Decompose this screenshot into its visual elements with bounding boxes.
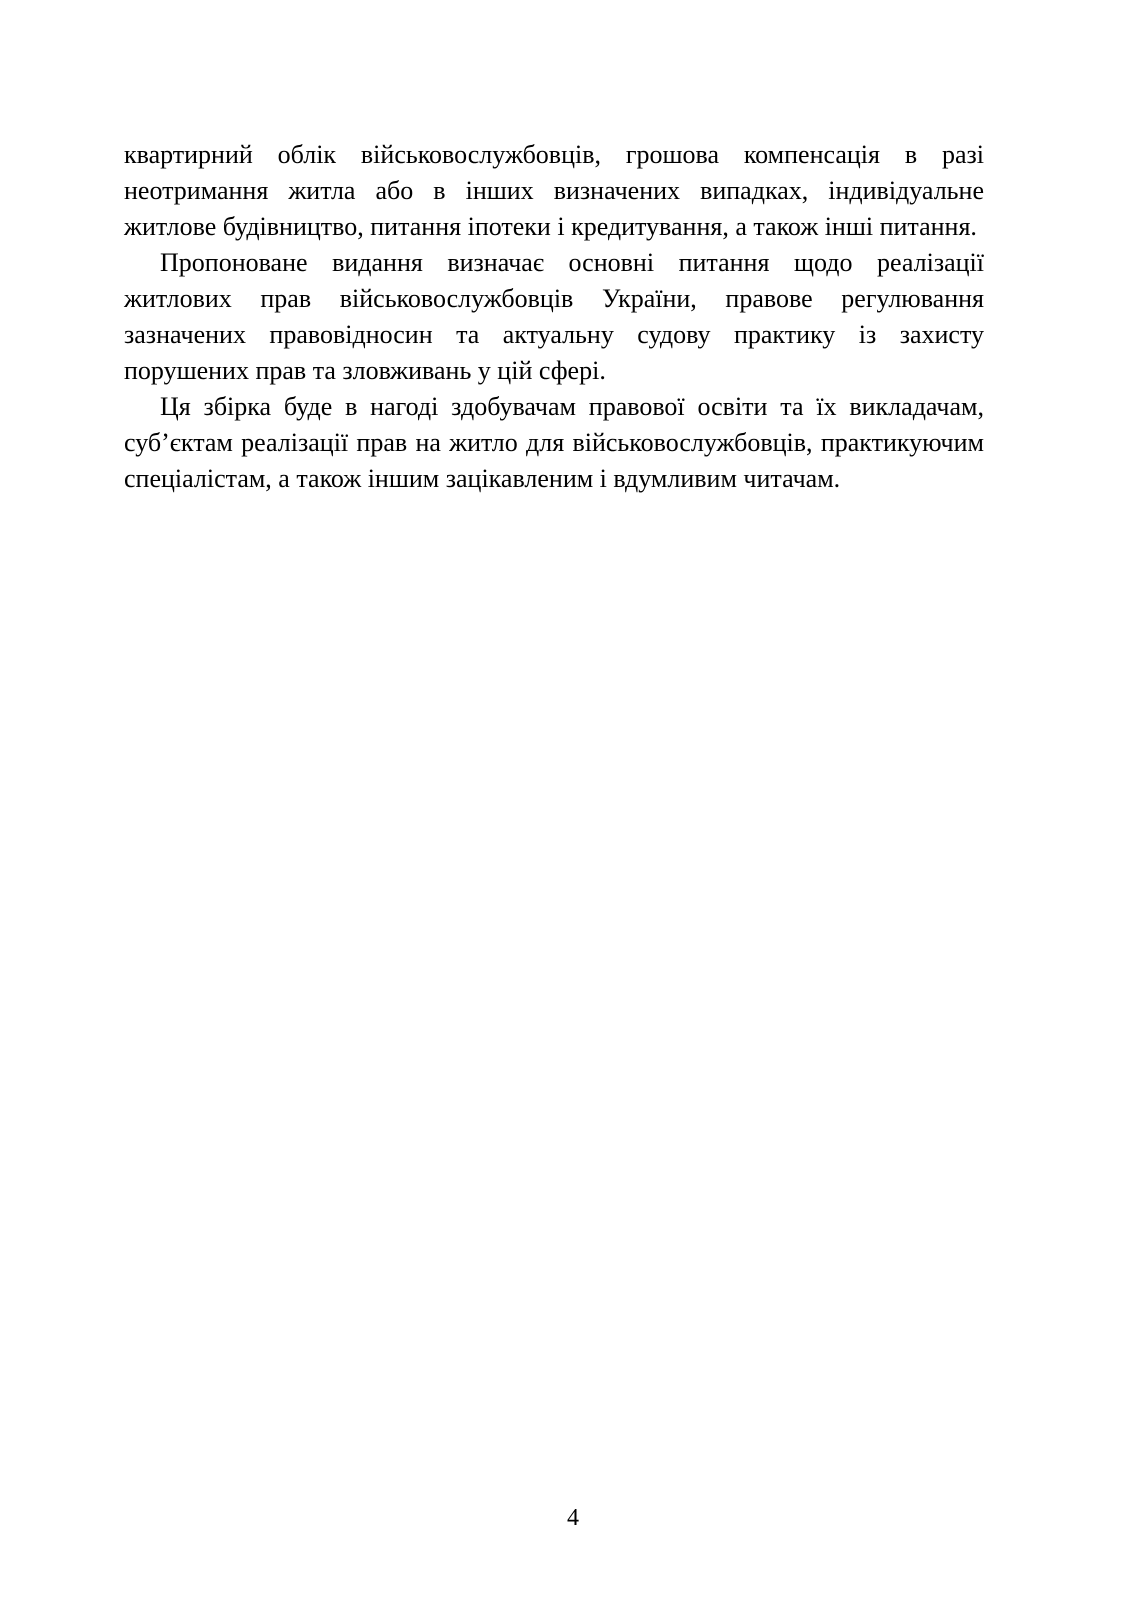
paragraph-publication-purpose: Пропоноване видання визначає основні питання щодо реалізації житлових прав військовослужбовців України, правове регулювання зазначених правовідносин та актуальну судову практику із захисту порушених прав та зловживань у цій сфері. — [124, 248, 984, 385]
body-text — [124, 137, 984, 497]
page-number: 4 — [567, 1505, 579, 1531]
paragraph-target-audience: Ця збірка буде в нагоді здобувачам правової освіти та їх викладачам, суб’єктам реалізації прав на житло для військовослужбовців, практикуючим спеціалістам, а також іншим зацікавленим і вдумливим читачам. — [124, 392, 984, 493]
paragraph-continuation: квартирний облік військовослужбовців, грошова компенсація в разі неотримання житла або в інших визначених випадках, індивідуальне житлове будівництво, питання іпотеки і кредитування, а також інші питання. — [124, 140, 984, 241]
